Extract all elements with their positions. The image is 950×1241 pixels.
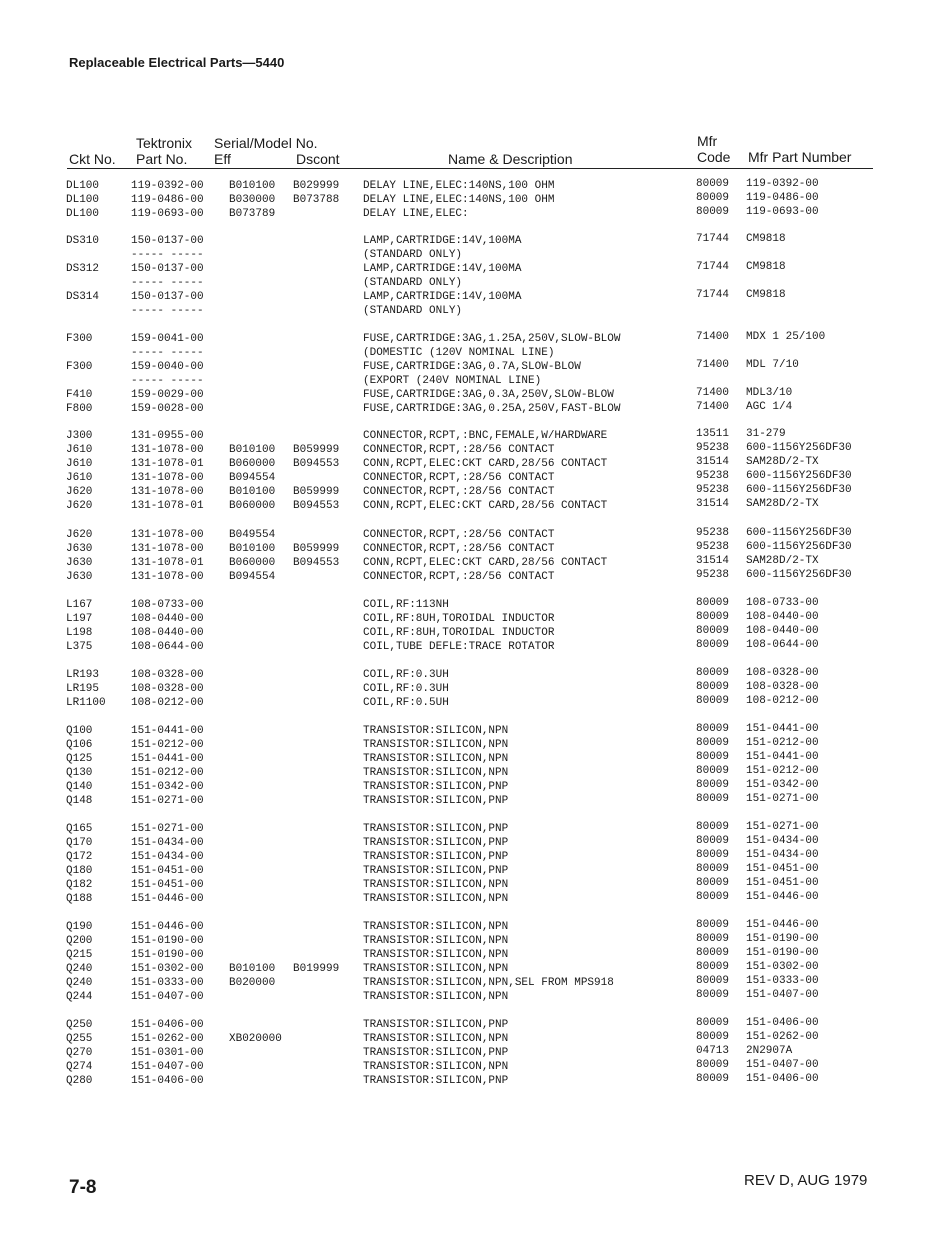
part-no: 150-0137-00 (131, 291, 204, 303)
ckt-no: Q140 (66, 781, 93, 793)
mfr-code: 80009 (696, 765, 730, 777)
ckt-no: J630 (66, 571, 93, 583)
ckt-no: Q188 (66, 893, 93, 905)
eff: B010100 (229, 180, 276, 192)
part-no: 151-0262-00 (131, 1033, 204, 1045)
description: COIL,RF:8UH,TOROIDAL INDUCTOR (363, 627, 555, 639)
mfr-code: 80009 (696, 1059, 730, 1071)
ckt-no: Q148 (66, 795, 93, 807)
part-no: 131-1078-00 (131, 444, 204, 456)
description: TRANSISTOR:SILICON,NPN (363, 725, 509, 737)
mfr-part-number: 108-0328-00 (746, 667, 819, 679)
mfr-code: 80009 (696, 961, 730, 973)
eff: B094554 (229, 571, 276, 583)
mfr-code: 80009 (696, 625, 730, 637)
mfr-code: 71400 (696, 387, 730, 399)
ckt-no: Q125 (66, 753, 93, 765)
ckt-no: DS314 (66, 291, 100, 303)
description: TRANSISTOR:SILICON,NPN (363, 879, 509, 891)
mfr-code: 80009 (696, 849, 730, 861)
mfr-part-number: 600-1156Y256DF30 (746, 527, 852, 539)
ckt-no: Q280 (66, 1075, 93, 1087)
description: TRANSISTOR:SILICON,NPN (363, 921, 509, 933)
mfr-part-number: 151-0451-00 (746, 863, 819, 875)
mfr-part-number: SAM28D/2-TX (746, 555, 819, 567)
mfr-code: 95238 (696, 484, 730, 496)
part-no-suffix: ----- ----- (131, 347, 204, 359)
ckt-no: Q240 (66, 963, 93, 975)
part-no: 108-0440-00 (131, 613, 204, 625)
mfr-part-number: 151-0441-00 (746, 751, 819, 763)
ckt-no: Q250 (66, 1019, 93, 1031)
mfr-part-number: 31-279 (746, 428, 786, 440)
mfr-code: 71400 (696, 359, 730, 371)
description: COIL,TUBE DEFLE:TRACE ROTATOR (363, 641, 555, 653)
part-no: 108-0212-00 (131, 697, 204, 709)
description: CONNECTOR,RCPT,:28/56 CONTACT (363, 444, 555, 456)
eff: B010100 (229, 963, 276, 975)
ckt-no: F300 (66, 361, 93, 373)
part-no: 151-0406-00 (131, 1019, 204, 1031)
mfr-part-number: 151-0406-00 (746, 1017, 819, 1029)
ckt-no: Q200 (66, 935, 93, 947)
part-no: 108-0328-00 (131, 669, 204, 681)
eff: B060000 (229, 500, 276, 512)
part-no: 151-0271-00 (131, 823, 204, 835)
mfr-part-number: CM9818 (746, 233, 786, 245)
description: CONN,RCPT,ELEC:CKT CARD,28/56 CONTACT (363, 557, 608, 569)
description: COIL,RF:0.5UH (363, 697, 449, 709)
ckt-no: F410 (66, 389, 93, 401)
description: CONNECTOR,RCPT,:28/56 CONTACT (363, 543, 555, 555)
mfr-part-number: 2N2907A (746, 1045, 793, 1057)
ckt-no: DL100 (66, 180, 100, 192)
description: TRANSISTOR:SILICON,NPN (363, 893, 509, 905)
mfr-code: 95238 (696, 442, 730, 454)
description: TRANSISTOR:SILICON,PNP (363, 837, 509, 849)
part-no-suffix: ----- ----- (131, 375, 204, 387)
mfr-part-number: 151-0271-00 (746, 793, 819, 805)
dscont: B094553 (293, 458, 340, 470)
mfr-part-number: 151-0407-00 (746, 989, 819, 1001)
mfr-code: 71744 (696, 233, 730, 245)
header-part-no: Part No. (136, 151, 188, 167)
mfr-code: 31514 (696, 498, 730, 510)
description: TRANSISTOR:SILICON,PNP (363, 1047, 509, 1059)
part-no: 150-0137-00 (131, 263, 204, 275)
mfr-code: 80009 (696, 821, 730, 833)
mfr-part-number: 600-1156Y256DF30 (746, 484, 852, 496)
ckt-no: Q172 (66, 851, 93, 863)
part-no: 159-0028-00 (131, 403, 204, 415)
mfr-part-number: 151-0333-00 (746, 975, 819, 987)
part-no: 151-0302-00 (131, 963, 204, 975)
ckt-no: LR195 (66, 683, 100, 695)
description: LAMP,CARTRIDGE:14V,100MA (363, 291, 522, 303)
part-no: 131-1078-01 (131, 458, 204, 470)
mfr-code: 80009 (696, 1073, 730, 1085)
mfr-code: 80009 (696, 1031, 730, 1043)
mfr-part-number: 151-0190-00 (746, 933, 819, 945)
eff: B010100 (229, 543, 276, 555)
mfr-part-number: MDX 1 25/100 (746, 331, 826, 343)
mfr-code: 80009 (696, 975, 730, 987)
description: CONNECTOR,RCPT,:BNC,FEMALE,W/HARDWARE (363, 430, 608, 442)
mfr-part-number: 119-0693-00 (746, 206, 819, 218)
part-no: 131-0955-00 (131, 430, 204, 442)
description: TRANSISTOR:SILICON,NPN (363, 935, 509, 947)
ckt-no: L198 (66, 627, 93, 639)
mfr-part-number: 600-1156Y256DF30 (746, 442, 852, 454)
ckt-no: Q240 (66, 977, 93, 989)
mfr-part-number: 151-0302-00 (746, 961, 819, 973)
part-no: 119-0392-00 (131, 180, 204, 192)
ckt-no: LR193 (66, 669, 100, 681)
header-mfr-part-number: Mfr Part Number (748, 149, 852, 165)
mfr-part-number: 151-0190-00 (746, 947, 819, 959)
part-no: 131-1078-00 (131, 486, 204, 498)
eff: B060000 (229, 458, 276, 470)
mfr-part-number: MDL 7/10 (746, 359, 799, 371)
mfr-part-number: 151-0342-00 (746, 779, 819, 791)
header-name-description: Name & Description (448, 151, 573, 167)
header-code: Code (697, 149, 731, 165)
ckt-no: F800 (66, 403, 93, 415)
description: TRANSISTOR:SILICON,NPN (363, 767, 509, 779)
description: TRANSISTOR:SILICON,PNP (363, 865, 509, 877)
mfr-part-number: 151-0262-00 (746, 1031, 819, 1043)
ckt-no: J610 (66, 444, 93, 456)
description: CONNECTOR,RCPT,:28/56 CONTACT (363, 486, 555, 498)
mfr-code: 80009 (696, 597, 730, 609)
ckt-no: Q190 (66, 921, 93, 933)
part-no: 151-0301-00 (131, 1047, 204, 1059)
part-no: 131-1078-00 (131, 529, 204, 541)
eff: XB020000 (229, 1033, 282, 1045)
description: CONN,RCPT,ELEC:CKT CARD,28/56 CONTACT (363, 458, 608, 470)
description: CONNECTOR,RCPT,:28/56 CONTACT (363, 529, 555, 541)
mfr-code: 80009 (696, 989, 730, 1001)
mfr-code: 04713 (696, 1045, 730, 1057)
ckt-no: L375 (66, 641, 93, 653)
ckt-no: J630 (66, 557, 93, 569)
mfr-part-number: MDL3/10 (746, 387, 793, 399)
ckt-no: Q215 (66, 949, 93, 961)
ckt-no: F300 (66, 333, 93, 345)
description: TRANSISTOR:SILICON,NPN (363, 753, 509, 765)
mfr-code: 80009 (696, 695, 730, 707)
description: COIL,RF:0.3UH (363, 669, 449, 681)
mfr-code: 71744 (696, 261, 730, 273)
mfr-code: 13511 (696, 428, 730, 440)
part-no: 151-0271-00 (131, 795, 204, 807)
description: DELAY LINE,ELEC: (363, 208, 469, 220)
description: CONNECTOR,RCPT,:28/56 CONTACT (363, 472, 555, 484)
part-no: 151-0451-00 (131, 879, 204, 891)
description: TRANSISTOR:SILICON,PNP (363, 1075, 509, 1087)
part-no: 151-0342-00 (131, 781, 204, 793)
eff: B030000 (229, 194, 276, 206)
part-no: 108-0733-00 (131, 599, 204, 611)
mfr-part-number: CM9818 (746, 261, 786, 273)
mfr-code: 80009 (696, 667, 730, 679)
mfr-part-number: 151-0434-00 (746, 849, 819, 861)
ckt-no: Q274 (66, 1061, 93, 1073)
mfr-part-number: 119-0486-00 (746, 192, 819, 204)
description: (STANDARD ONLY) (363, 305, 463, 317)
part-no: 108-0328-00 (131, 683, 204, 695)
mfr-code: 80009 (696, 919, 730, 931)
mfr-part-number: 151-0406-00 (746, 1073, 819, 1085)
description: TRANSISTOR:SILICON,PNP (363, 851, 509, 863)
mfr-part-number: 151-0446-00 (746, 891, 819, 903)
part-no: 151-0190-00 (131, 949, 204, 961)
part-no: 108-0644-00 (131, 641, 204, 653)
header-dscont: Dscont (296, 151, 340, 167)
mfr-part-number: 600-1156Y256DF30 (746, 569, 852, 581)
dscont: B094553 (293, 500, 340, 512)
mfr-part-number: 600-1156Y256DF30 (746, 470, 852, 482)
ckt-no: LR1100 (66, 697, 106, 709)
description: TRANSISTOR:SILICON,NPN (363, 963, 509, 975)
ckt-no: Q130 (66, 767, 93, 779)
part-no: 131-1078-01 (131, 500, 204, 512)
description: TRANSISTOR:SILICON,NPN,SEL FROM MPS918 (363, 977, 614, 989)
description: LAMP,CARTRIDGE:14V,100MA (363, 263, 522, 275)
description: COIL,RF:8UH,TOROIDAL INDUCTOR (363, 613, 555, 625)
eff: B010100 (229, 486, 276, 498)
description: TRANSISTOR:SILICON,NPN (363, 1061, 509, 1073)
part-no: 131-1078-00 (131, 543, 204, 555)
mfr-code: 95238 (696, 527, 730, 539)
description: CONNECTOR,RCPT,:28/56 CONTACT (363, 571, 555, 583)
mfr-part-number: 151-0407-00 (746, 1059, 819, 1071)
part-no: 151-0434-00 (131, 851, 204, 863)
mfr-code: 80009 (696, 933, 730, 945)
eff: B060000 (229, 557, 276, 569)
description: COIL,RF:113NH (363, 599, 449, 611)
dscont: B073788 (293, 194, 340, 206)
ckt-no: Q106 (66, 739, 93, 751)
part-no: 150-0137-00 (131, 235, 204, 247)
ckt-no: Q165 (66, 823, 93, 835)
ckt-no: J620 (66, 486, 93, 498)
part-no: 151-0446-00 (131, 921, 204, 933)
mfr-code: 80009 (696, 877, 730, 889)
part-no: 159-0040-00 (131, 361, 204, 373)
mfr-code: 80009 (696, 178, 730, 190)
mfr-code: 31514 (696, 456, 730, 468)
description: CONN,RCPT,ELEC:CKT CARD,28/56 CONTACT (363, 500, 608, 512)
ckt-no: Q100 (66, 725, 93, 737)
description: TRANSISTOR:SILICON,NPN (363, 949, 509, 961)
part-no: 131-1078-00 (131, 472, 204, 484)
mfr-code: 71400 (696, 401, 730, 413)
part-no: 151-0406-00 (131, 1075, 204, 1087)
description: DELAY LINE,ELEC:140NS,100 OHM (363, 194, 555, 206)
eff: B020000 (229, 977, 276, 989)
part-no: 119-0693-00 (131, 208, 204, 220)
mfr-code: 71744 (696, 289, 730, 301)
ckt-no: Q244 (66, 991, 93, 1003)
mfr-code: 95238 (696, 541, 730, 553)
description: (EXPORT (240V NOMINAL LINE) (363, 375, 542, 387)
dscont: B059999 (293, 543, 340, 555)
ckt-no: J610 (66, 472, 93, 484)
mfr-part-number: 108-0733-00 (746, 597, 819, 609)
mfr-code: 80009 (696, 192, 730, 204)
ckt-no: L197 (66, 613, 93, 625)
mfr-code: 71400 (696, 331, 730, 343)
part-no: 131-1078-00 (131, 571, 204, 583)
ckt-no: DL100 (66, 194, 100, 206)
part-no: 151-0190-00 (131, 935, 204, 947)
eff: B049554 (229, 529, 276, 541)
mfr-code: 80009 (696, 1017, 730, 1029)
mfr-code: 31514 (696, 555, 730, 567)
mfr-code: 80009 (696, 751, 730, 763)
mfr-code: 80009 (696, 681, 730, 693)
mfr-part-number: 108-0440-00 (746, 611, 819, 623)
part-no: 151-0446-00 (131, 893, 204, 905)
ckt-no: Q170 (66, 837, 93, 849)
part-no: 108-0440-00 (131, 627, 204, 639)
mfr-code: 80009 (696, 947, 730, 959)
header-serial-model: Serial/Model No. (214, 135, 318, 151)
mfr-code: 80009 (696, 611, 730, 623)
part-no: 151-0451-00 (131, 865, 204, 877)
mfr-part-number: 108-0644-00 (746, 639, 819, 651)
description: (STANDARD ONLY) (363, 277, 463, 289)
mfr-code: 80009 (696, 863, 730, 875)
mfr-part-number: 108-0212-00 (746, 695, 819, 707)
ckt-no: Q255 (66, 1033, 93, 1045)
description: (STANDARD ONLY) (363, 249, 463, 261)
mfr-part-number: CM9818 (746, 289, 786, 301)
description: TRANSISTOR:SILICON,PNP (363, 795, 509, 807)
part-no-suffix: ----- ----- (131, 249, 204, 261)
part-no: 151-0407-00 (131, 1061, 204, 1073)
mfr-part-number: 108-0328-00 (746, 681, 819, 693)
part-no: 151-0434-00 (131, 837, 204, 849)
page-title: Replaceable Electrical Parts—5440 (69, 55, 285, 70)
description: DELAY LINE,ELEC:140NS,100 OHM (363, 180, 555, 192)
mfr-code: 80009 (696, 891, 730, 903)
mfr-part-number: 151-0451-00 (746, 877, 819, 889)
dscont: B094553 (293, 557, 340, 569)
part-no: 151-0212-00 (131, 739, 204, 751)
description: TRANSISTOR:SILICON,PNP (363, 823, 509, 835)
mfr-part-number: 119-0392-00 (746, 178, 819, 190)
part-no-suffix: ----- ----- (131, 277, 204, 289)
ckt-no: DS310 (66, 235, 100, 247)
eff: B073789 (229, 208, 276, 220)
description: FUSE,CARTRIDGE:3AG,0.7A,SLOW-BLOW (363, 361, 581, 373)
description: FUSE,CARTRIDGE:3AG,1.25A,250V,SLOW-BLOW (363, 333, 621, 345)
part-no: 131-1078-01 (131, 557, 204, 569)
description: FUSE,CARTRIDGE:3AG,0.3A,250V,SLOW-BLOW (363, 389, 614, 401)
mfr-code: 95238 (696, 470, 730, 482)
description: TRANSISTOR:SILICON,PNP (363, 1019, 509, 1031)
ckt-no: J620 (66, 500, 93, 512)
mfr-code: 80009 (696, 737, 730, 749)
ckt-no: J300 (66, 430, 93, 442)
description: (DOMESTIC (120V NOMINAL LINE) (363, 347, 555, 359)
part-no: 159-0029-00 (131, 389, 204, 401)
part-no: 119-0486-00 (131, 194, 204, 206)
header-ckt-no: Ckt No. (69, 151, 116, 167)
header-eff: Eff (214, 151, 231, 167)
ckt-no: Q182 (66, 879, 93, 891)
ckt-no: Q180 (66, 865, 93, 877)
part-no-suffix: ----- ----- (131, 305, 204, 317)
mfr-part-number: SAM28D/2-TX (746, 456, 819, 468)
dscont: B019999 (293, 963, 340, 975)
mfr-part-number: 151-0271-00 (746, 821, 819, 833)
mfr-part-number: 151-0446-00 (746, 919, 819, 931)
mfr-part-number: 108-0440-00 (746, 625, 819, 637)
part-no: 159-0041-00 (131, 333, 204, 345)
mfr-code: 80009 (696, 723, 730, 735)
mfr-part-number: 151-0212-00 (746, 737, 819, 749)
description: COIL,RF:0.3UH (363, 683, 449, 695)
part-no: 151-0407-00 (131, 991, 204, 1003)
mfr-code: 80009 (696, 793, 730, 805)
ckt-no: Q270 (66, 1047, 93, 1059)
ckt-no: J630 (66, 543, 93, 555)
mfr-part-number: AGC 1/4 (746, 401, 793, 413)
description: TRANSISTOR:SILICON,PNP (363, 781, 509, 793)
mfr-code: 80009 (696, 835, 730, 847)
description: LAMP,CARTRIDGE:14V,100MA (363, 235, 522, 247)
eff: B094554 (229, 472, 276, 484)
part-no: 151-0212-00 (131, 767, 204, 779)
mfr-part-number: 151-0441-00 (746, 723, 819, 735)
mfr-part-number: 600-1156Y256DF30 (746, 541, 852, 553)
dscont: B059999 (293, 486, 340, 498)
ckt-no: J620 (66, 529, 93, 541)
mfr-part-number: 151-0434-00 (746, 835, 819, 847)
page-number: 7-8 (69, 1177, 97, 1198)
eff: B010100 (229, 444, 276, 456)
mfr-code: 80009 (696, 639, 730, 651)
ckt-no: DL100 (66, 208, 100, 220)
dscont: B029999 (293, 180, 340, 192)
part-no: 151-0441-00 (131, 753, 204, 765)
description: TRANSISTOR:SILICON,NPN (363, 739, 509, 751)
description: FUSE,CARTRIDGE:3AG,0.25A,250V,FAST-BLOW (363, 403, 621, 415)
ckt-no: DS312 (66, 263, 100, 275)
mfr-part-number: 151-0212-00 (746, 765, 819, 777)
revision-date: REV D, AUG 1979 (744, 1172, 868, 1189)
ckt-no: L167 (66, 599, 93, 611)
mfr-code: 80009 (696, 779, 730, 791)
mfr-part-number: SAM28D/2-TX (746, 498, 819, 510)
header-tektronix: Tektronix (136, 135, 193, 151)
part-no: 151-0333-00 (131, 977, 204, 989)
dscont: B059999 (293, 444, 340, 456)
mfr-code: 80009 (696, 206, 730, 218)
part-no: 151-0441-00 (131, 725, 204, 737)
description: TRANSISTOR:SILICON,NPN (363, 1033, 509, 1045)
ckt-no: J610 (66, 458, 93, 470)
mfr-code: 95238 (696, 569, 730, 581)
description: TRANSISTOR:SILICON,NPN (363, 991, 509, 1003)
header-mfr: Mfr (697, 133, 718, 149)
